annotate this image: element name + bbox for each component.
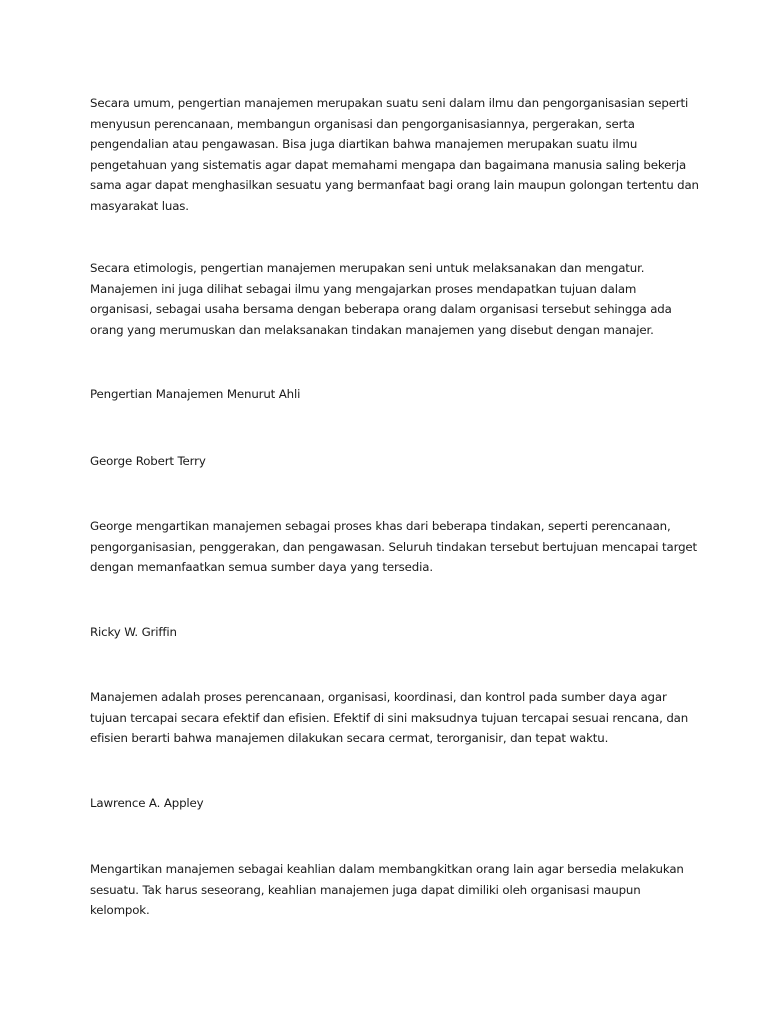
paragraph-griffin (90, 687, 690, 749)
text-line: Secara umum, pengertian manajemen merupakan suatu seni dalam ilmu dan pengorganisasian seperti (90, 96, 689, 110)
text-line: pengetahuan yang sistematis agar dapat memahami mengapa dan bagaimana manusia saling bekerja (90, 157, 687, 172)
text-line: kelompok. (90, 903, 150, 917)
text-line: tujuan tercapai secara efektif dan efisien. Efektif di sini maksudnya tujuan tercapai sesuai rencana, dan (90, 710, 689, 725)
text-line: sama agar dapat menghasilkan sesuatu yang bermanfaat bagi orang lain maupun golongan tertentu dan (90, 178, 699, 192)
expert-name-appley: Lawrence A. Appley (90, 796, 204, 810)
text-line: dengan memanfaatkan semua sumber daya yang tersedia. (90, 560, 433, 574)
paragraph-definition-general (90, 93, 699, 216)
text-line: pengendalian atau pengawasan. Bisa juga diartikan bahwa manajemen merupakan suatu ilmu (90, 137, 638, 151)
expert-name-griffin: Ricky W. Griffin (90, 625, 177, 639)
text-line: Manajemen adalah proses perencanaan, organisasi, koordinasi, dan kontrol pada sumber daya agar (90, 690, 667, 704)
text-line: Mengartikan manajemen sebagai keahlian dalam membangkitkan orang lain agar bersedia melakukan (90, 862, 684, 876)
text-line: masyarakat luas. (90, 198, 189, 213)
expert-name-terry: George Robert Terry (90, 454, 206, 468)
text-line: Secara etimologis, pengertian manajemen merupakan seni untuk melaksanakan dan mengatur. (90, 261, 645, 275)
text-line: efisien berarti bahwa manajemen dilakukan secara cermat, terorganisir, dan tepat waktu. (90, 731, 609, 745)
text-line: organisasi, sebagai usaha bersama dengan beberapa orang dalam organisasi tersebut sehingga ada (90, 302, 672, 316)
paragraph-definition-etymology (90, 258, 690, 340)
text-line: pengorganisasian, penggerakan, dan pengawasan. Seluruh tindakan tersebut bertujuan mencapai target (90, 539, 697, 554)
text-line: George mengartikan manajemen sebagai proses khas dari beberapa tindakan, seperti perencanaan, (90, 519, 671, 533)
text-line: orang yang merumuskan dan melaksanakan tindakan manajemen yang disebut dengan manajer. (90, 322, 654, 337)
paragraph-appley (90, 859, 690, 921)
section-heading-experts: Pengertian Manajemen Menurut Ahli (90, 387, 301, 401)
text-line: sesuatu. Tak harus seseorang, keahlian manajemen juga dapat dimiliki oleh organisasi maupun (90, 882, 641, 897)
paragraph-terry (90, 516, 697, 578)
text-line: Manajemen ini juga dilihat sebagai ilmu yang mengajarkan proses mendapatkan tujuan dalam (90, 281, 637, 296)
text-line: menyusun perencanaan, membangun organisasi dan pengorganisasiannya, pergerakan, serta (90, 116, 635, 131)
